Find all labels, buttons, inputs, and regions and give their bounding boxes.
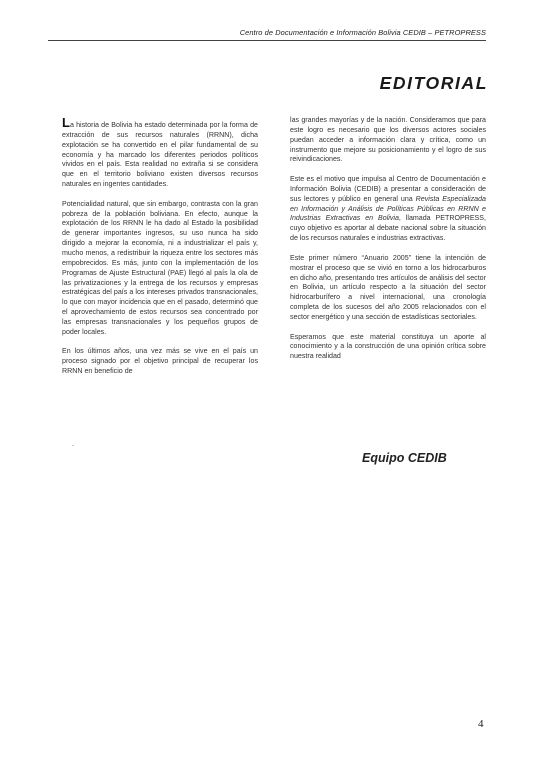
paragraph-1-text: a historia de Bolivia ha estado determinada por la forma de extracción de sus recursos naturales (RRNN), dicha explotación se ha convertido en el pilar fundamental de su economía y ha marcado los diferentes periodos políticos vividos en el país. Esta realidad no extraña si se considera que en el territorio boliviano existen diversos recursos naturales en ingentes cantidades. — [62, 121, 258, 189]
header-rule — [48, 40, 486, 41]
paragraph-6: Este primer número “Anuario 2005” tiene la intención de mostrar el proceso que se vivió en torno a los hidrocarburos en dicho año, presentando tres artículos de análisis del sector en Bolivia, un artículo respecto a la situación del sector hidrocarburífero a nivel internacional, una cronología completa de los sucesos del año 2005 relacionados con el sector energético y una sección de estadísticas sectoriales. — [290, 253, 486, 321]
paragraph-1 — [62, 115, 258, 190]
paragraph-2: Potencialidad natural, que sin embargo, contrasta con la gran pobreza de la población boliviana. En efecto, aunque la explotación de los RRNN le ha dado al Estado la posibilidad de generar importantes ingresos, su uso nunca ha sido dirigido a mejorar la economía, ni a industrializar el país y, mucho menos, a redistribuir la riqueza entre los sectores más empobrecidos. Es más, junto con la implementación de los Programas de Ajuste Estructural (PAE) llegó al país la ola de las privatizaciones y la entrega de los recursos y empresas estratégicas del país a los intereses privados transnacionales, lo que con mayor incidencia que en el pasado, determinó que el aprovechamiento de estos recursos sea concentrado por las empresas transnacionales y los pequeños grupos de poder locales. — [62, 199, 258, 336]
paragraph-4: las grandes mayorías y de la nación. Consideramos que para este logro es necesario que los diversos actores sociales puedan acceder a información clara y crítica, como un instrumento que mejore su posicionamiento y el logro de sus reivindicaciones. — [290, 116, 486, 164]
paragraph-5-text-a: Este es el motivo que impulsa al Centro de Documentación e Información Bolivia (CEDIB) a presentar a consideración de sus lectores y público en general una — [290, 175, 486, 203]
right-column — [290, 116, 486, 372]
running-header: Centro de Documentación e Información Bolivia CEDIB – PETROPRESS — [239, 28, 486, 37]
paragraph-5-text-b: , llamada PETROPRESS, cuyo objetivo es aportar al debate nacional sobre la situación de los recursos naturales e industrias extractivas. — [290, 214, 486, 243]
editorial-title: EDITORIAL — [379, 73, 488, 93]
column-tail-mark: . — [72, 441, 74, 448]
paragraph-5 — [290, 175, 486, 244]
magazine-description: Revista Especializada en Información y Análisis de Políticas Públicas en RRNN e Industrias Extractivas en Bolivia — [290, 194, 486, 223]
left-column — [62, 115, 258, 387]
paragraph-3: En los últimos años, una vez más se vive en el país un proceso signado por el objetivo principal de recuperar los RRNN en beneficio de — [62, 347, 258, 376]
signature: Equipo CEDIB — [362, 451, 447, 465]
paragraph-7: Esperamos que este material constituya un aporte al conocimiento y a la construcción de una opinión crítica sobre nuestra realidad — [290, 332, 486, 361]
initial-letter: L — [62, 115, 70, 130]
page-number: 4 — [478, 718, 484, 730]
